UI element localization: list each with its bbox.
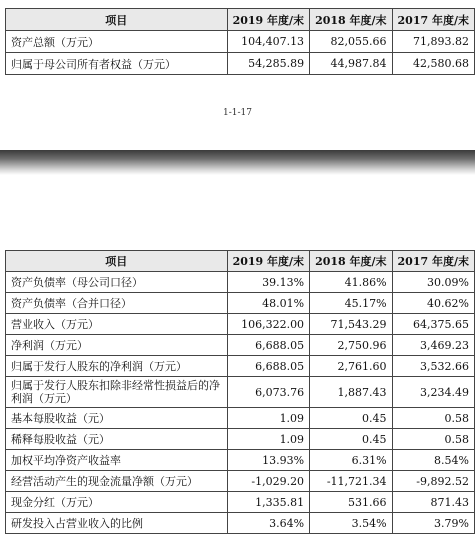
row-label: 基本每股收益（元） xyxy=(6,408,228,429)
table-row xyxy=(6,471,475,492)
cell-2019: 39.13% xyxy=(227,272,309,293)
table-row xyxy=(6,335,475,356)
cell-2018: 82,055.66 xyxy=(310,31,392,53)
cell-2019: -1,029.20 xyxy=(227,471,309,492)
row-label: 研发投入占营业收入的比例 xyxy=(6,513,228,534)
cell-2017: 42,580.68 xyxy=(392,53,474,75)
cell-2019: 1.09 xyxy=(227,429,309,450)
cell-2017: 3,469.23 xyxy=(392,335,474,356)
row-label: 资产总额（万元） xyxy=(6,31,228,53)
cell-2017: 40.62% xyxy=(392,293,474,314)
table-row xyxy=(6,377,475,408)
cell-2019: 13.93% xyxy=(227,450,309,471)
cell-2019: 6,688.05 xyxy=(227,356,309,377)
cell-2018: 1,887.43 xyxy=(310,377,392,408)
table-row xyxy=(6,492,475,513)
cell-2018: 531.66 xyxy=(310,492,392,513)
cell-2019: 48.01% xyxy=(227,293,309,314)
cell-2018: 3.54% xyxy=(310,513,392,534)
header-2019: 2019 年度/末 xyxy=(227,9,309,31)
row-label: 营业收入（万元） xyxy=(6,314,228,335)
table-header-row xyxy=(6,9,475,31)
cell-2019: 106,322.00 xyxy=(227,314,309,335)
table-row xyxy=(6,314,475,335)
cell-2019: 6,073.76 xyxy=(227,377,309,408)
cell-2017: 871.43 xyxy=(392,492,474,513)
cell-2018: 45.17% xyxy=(310,293,392,314)
table-row xyxy=(6,53,475,75)
cell-2017: 8.54% xyxy=(392,450,474,471)
cell-2018: 71,543.29 xyxy=(310,314,392,335)
header-item: 项目 xyxy=(6,9,228,31)
row-label: 资产负债率（合并口径） xyxy=(6,293,228,314)
table-header-row xyxy=(6,251,475,272)
table-row xyxy=(6,356,475,377)
table-row xyxy=(6,429,475,450)
table-row xyxy=(6,31,475,53)
table-row xyxy=(6,513,475,534)
page-number: 1-1-17 xyxy=(223,108,252,118)
cell-2018: 6.31% xyxy=(310,450,392,471)
row-label: 资产负债率（母公司口径） xyxy=(6,272,228,293)
row-label: 净利润（万元） xyxy=(6,335,228,356)
header-2018: 2018 年度/末 xyxy=(310,251,392,272)
cell-2019: 104,407.13 xyxy=(227,31,309,53)
cell-2018: 44,987.84 xyxy=(310,53,392,75)
cell-2018: -11,721.34 xyxy=(310,471,392,492)
row-label: 归属于母公司所有者权益（万元） xyxy=(6,53,228,75)
financial-indicators-table xyxy=(5,250,475,534)
header-2017: 2017 年度/末 xyxy=(392,251,474,272)
table-row xyxy=(6,408,475,429)
row-label: 稀释每股收益（元） xyxy=(6,429,228,450)
row-label: 经营活动产生的现金流量净额（万元） xyxy=(6,471,228,492)
cell-2019: 1.09 xyxy=(227,408,309,429)
cell-2018: 2,750.96 xyxy=(310,335,392,356)
page-separator xyxy=(0,150,475,175)
cell-2017: 71,893.82 xyxy=(392,31,474,53)
cell-2017: 0.58 xyxy=(392,408,474,429)
cell-2017: 64,375.65 xyxy=(392,314,474,335)
table-row xyxy=(6,272,475,293)
table-row xyxy=(6,293,475,314)
cell-2017: 30.09% xyxy=(392,272,474,293)
cell-2017: -9,892.52 xyxy=(392,471,474,492)
row-label: 归属于发行人股东的净利润（万元） xyxy=(6,356,228,377)
header-2019: 2019 年度/末 xyxy=(227,251,309,272)
cell-2017: 3,532.66 xyxy=(392,356,474,377)
summary-table-top xyxy=(5,8,475,75)
header-item: 项目 xyxy=(6,251,228,272)
cell-2019: 3.64% xyxy=(227,513,309,534)
row-label: 现金分红（万元） xyxy=(6,492,228,513)
header-2018: 2018 年度/末 xyxy=(310,9,392,31)
cell-2017: 0.58 xyxy=(392,429,474,450)
cell-2018: 0.45 xyxy=(310,408,392,429)
cell-2019: 6,688.05 xyxy=(227,335,309,356)
row-label: 归属于发行人股东扣除非经常性损益后的净利润（万元） xyxy=(6,377,228,408)
cell-2017: 3.79% xyxy=(392,513,474,534)
cell-2018: 41.86% xyxy=(310,272,392,293)
header-2017: 2017 年度/末 xyxy=(392,9,474,31)
cell-2018: 2,761.60 xyxy=(310,356,392,377)
cell-2018: 0.45 xyxy=(310,429,392,450)
table-row xyxy=(6,450,475,471)
cell-2017: 3,234.49 xyxy=(392,377,474,408)
row-label: 加权平均净资产收益率 xyxy=(6,450,228,471)
cell-2019: 1,335.81 xyxy=(227,492,309,513)
cell-2019: 54,285.89 xyxy=(227,53,309,75)
